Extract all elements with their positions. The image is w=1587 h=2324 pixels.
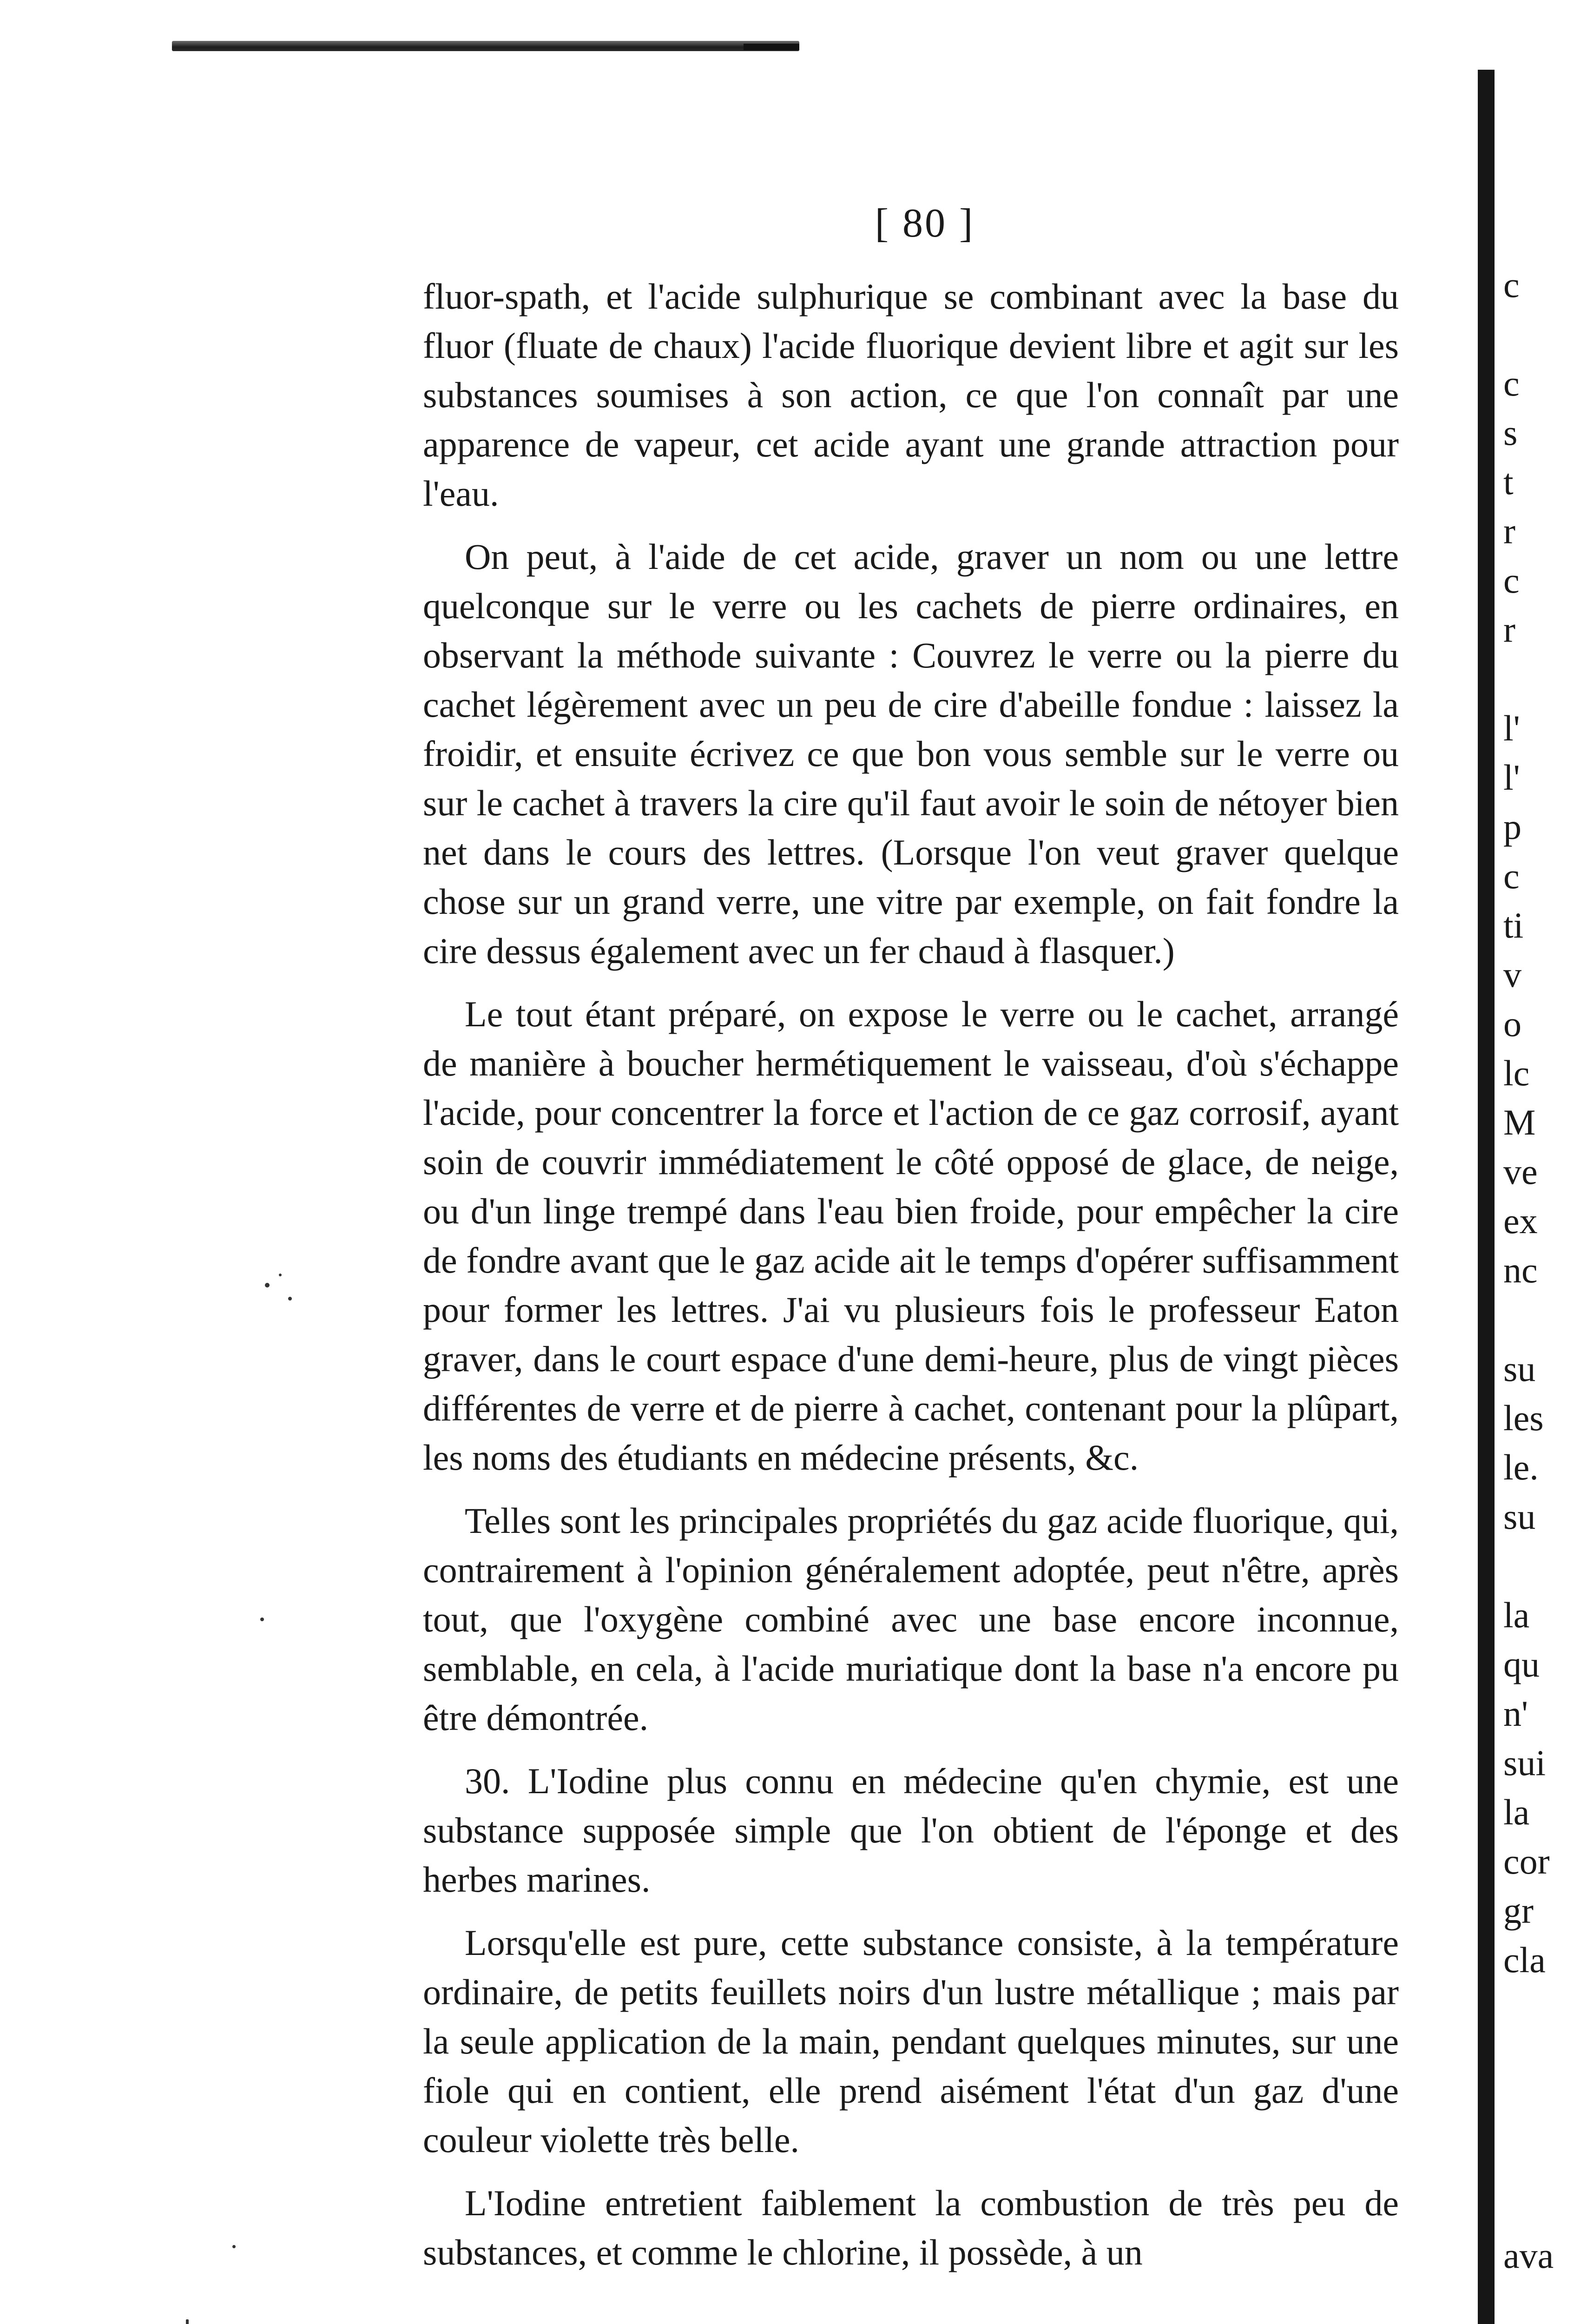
- facing-page-fragment: r: [1503, 609, 1515, 650]
- facing-page-fragment: [1503, 1985, 1582, 2034]
- scan-speck: [186, 2319, 189, 2324]
- paragraph-telles-sont: Telles sont les principales propriétés du gaz acide fluorique, qui, contrairement à l'opinion généralement adoptée, peut n'être, après tout, que l'oxygène combiné avec une base encore inconnue, semblable, en cela, à l'acide muriatique dont la base n'a encore pu être démontrée.: [423, 1500, 1399, 1738]
- facing-page-fragments: [1503, 260, 1582, 2280]
- facing-page-fragment: c: [1503, 560, 1520, 601]
- paragraph-lorsqu-elle: Lorsqu'elle est pure, cette substance consiste, à la température ordinaire, de petits feuillets noirs d'un lustre métallique ; mais par la seule application de la main, pendant quelques minutes, sur une fiole qui en contient, elle prend aisément l'état d'un gaz d'une couleur violette très belle.: [423, 1922, 1399, 2160]
- scan-speck: [260, 1618, 264, 1621]
- facing-page-fragment: c: [1503, 264, 1520, 305]
- page-top-edge-shadow: [172, 41, 799, 51]
- facing-page-fragment: le.: [1503, 1447, 1539, 1487]
- scan-speck: [288, 1297, 292, 1301]
- facing-page-fragment: s: [1503, 412, 1518, 453]
- facing-page-fragment: les: [1503, 1398, 1544, 1438]
- facing-page-fragment: la: [1503, 1792, 1530, 1832]
- facing-page-fragment: c: [1503, 856, 1520, 896]
- facing-page-fragment: l': [1503, 757, 1520, 798]
- page-top-edge-mark: [744, 44, 799, 50]
- facing-page-fragment: M: [1503, 1102, 1536, 1142]
- page-body: [423, 272, 1399, 2277]
- facing-page-fragment: ve: [1503, 1151, 1538, 1192]
- facing-page-fragment: qu: [1503, 1644, 1540, 1684]
- facing-page-fragment: su: [1503, 1348, 1536, 1389]
- facing-page-fragment: cor: [1503, 1841, 1550, 1882]
- facing-page-fragment: r: [1503, 511, 1515, 551]
- facing-page-fragment: ava: [1503, 2235, 1554, 2276]
- facing-page-fragment: ti: [1503, 905, 1524, 945]
- book-gutter-shadow: [1478, 70, 1495, 2324]
- facing-page-fragment: nc: [1503, 1250, 1538, 1290]
- facing-page-fragment: [1503, 2034, 1582, 2083]
- facing-page-fragment: [1503, 310, 1582, 359]
- facing-page-fragment: t: [1503, 462, 1514, 502]
- facing-page-fragment: p: [1503, 806, 1521, 847]
- facing-page-fragment: ex: [1503, 1201, 1538, 1241]
- facing-page-fragment: su: [1503, 1496, 1536, 1537]
- scan-speck: [279, 1274, 282, 1276]
- paragraph-iodine-entretient: L'Iodine entretient faiblement la combustion de très peu de substances, et comme le chlorine, il possède, à un: [423, 2183, 1399, 2272]
- facing-page-fragment: lc: [1503, 1053, 1530, 1093]
- facing-page-fragment: [1503, 2133, 1582, 2182]
- facing-page-fragment: [1503, 654, 1582, 704]
- facing-page-fragment: o: [1503, 1004, 1521, 1044]
- facing-page-fragment: [1503, 2182, 1582, 2231]
- facing-page-fragment: cla: [1503, 1940, 1546, 1980]
- scan-speck: [265, 1283, 270, 1287]
- facing-page-fragment: [1503, 1295, 1582, 1344]
- facing-page-fragment: [1503, 1541, 1582, 1591]
- facing-page-fragment: l': [1503, 708, 1520, 748]
- facing-page-fragment: c: [1503, 363, 1520, 403]
- scan-speck: [232, 2245, 236, 2248]
- paragraph-fluor-spath: fluor-spath, et l'acide sulphurique se combinant avec la base du fluor (fluate de chaux) l'acide fluorique devient libre et agit sur les substances soumises à son action, ce que l'on connaît par une apparence de vapeur, cet acide ayant une grande attraction pour l'eau.: [423, 276, 1399, 514]
- paragraph-le-tout: Le tout étant préparé, on expose le verre ou le cachet, arrangé de manière à boucher hermétiquement le vaisseau, d'où s'échappe l'acide, pour concentrer la force et l'action de ce gaz corrosif, ayant soin de couvrir immédiatement le côté opposé de glace, de neige, ou d'un linge trempé dans l'eau bien froide, pour empêcher la cire de fondre avant que le gaz acide ait le temps d'opérer suffisamment pour former les lettres. J'ai vu plusieurs fois le professeur Eaton graver, dans le court espace d'une demi-heure, plus de vingt pièces différentes de verre et de pierre à cachet, contenant pour la plûpart, les noms des étudiants en médecine présents, &c.: [423, 994, 1399, 1478]
- facing-page-fragment: gr: [1503, 1890, 1534, 1931]
- facing-page-fragment: [1503, 2083, 1582, 2133]
- facing-page-fragment: sui: [1503, 1743, 1546, 1783]
- paragraph-graver: On peut, à l'aide de cet acide, graver un nom ou une lettre quelconque sur le verre ou les cachets de pierre ordinaires, en observant la méthode suivante : Couvrez le verre ou la pierre du cachet légèrement avec un peu de cire d'abeille fondue : laissez la froidir, et ensuite écrivez ce que bon vous semble sur le verre ou sur le cachet à travers la cire qu'il faut avoir le soin de nétoyer bien net dans le cours des lettres. (Lorsque l'on veut graver quelque chose sur un grand verre, une vitre par exemple, on fait fondre la cire dessus également avec un fer chaud à flasquer.): [423, 536, 1399, 971]
- facing-page-fragment: la: [1503, 1595, 1530, 1635]
- page-number: [ 80 ]: [875, 201, 975, 246]
- paragraph-iodine-30: 30. L'Iodine plus connu en médecine qu'en chymie, est une substance supposée simple que l'on obtient de l'éponge et des herbes marines.: [423, 1761, 1399, 1900]
- facing-page-fragment: v: [1503, 954, 1521, 995]
- facing-page-fragment: n': [1503, 1693, 1528, 1734]
